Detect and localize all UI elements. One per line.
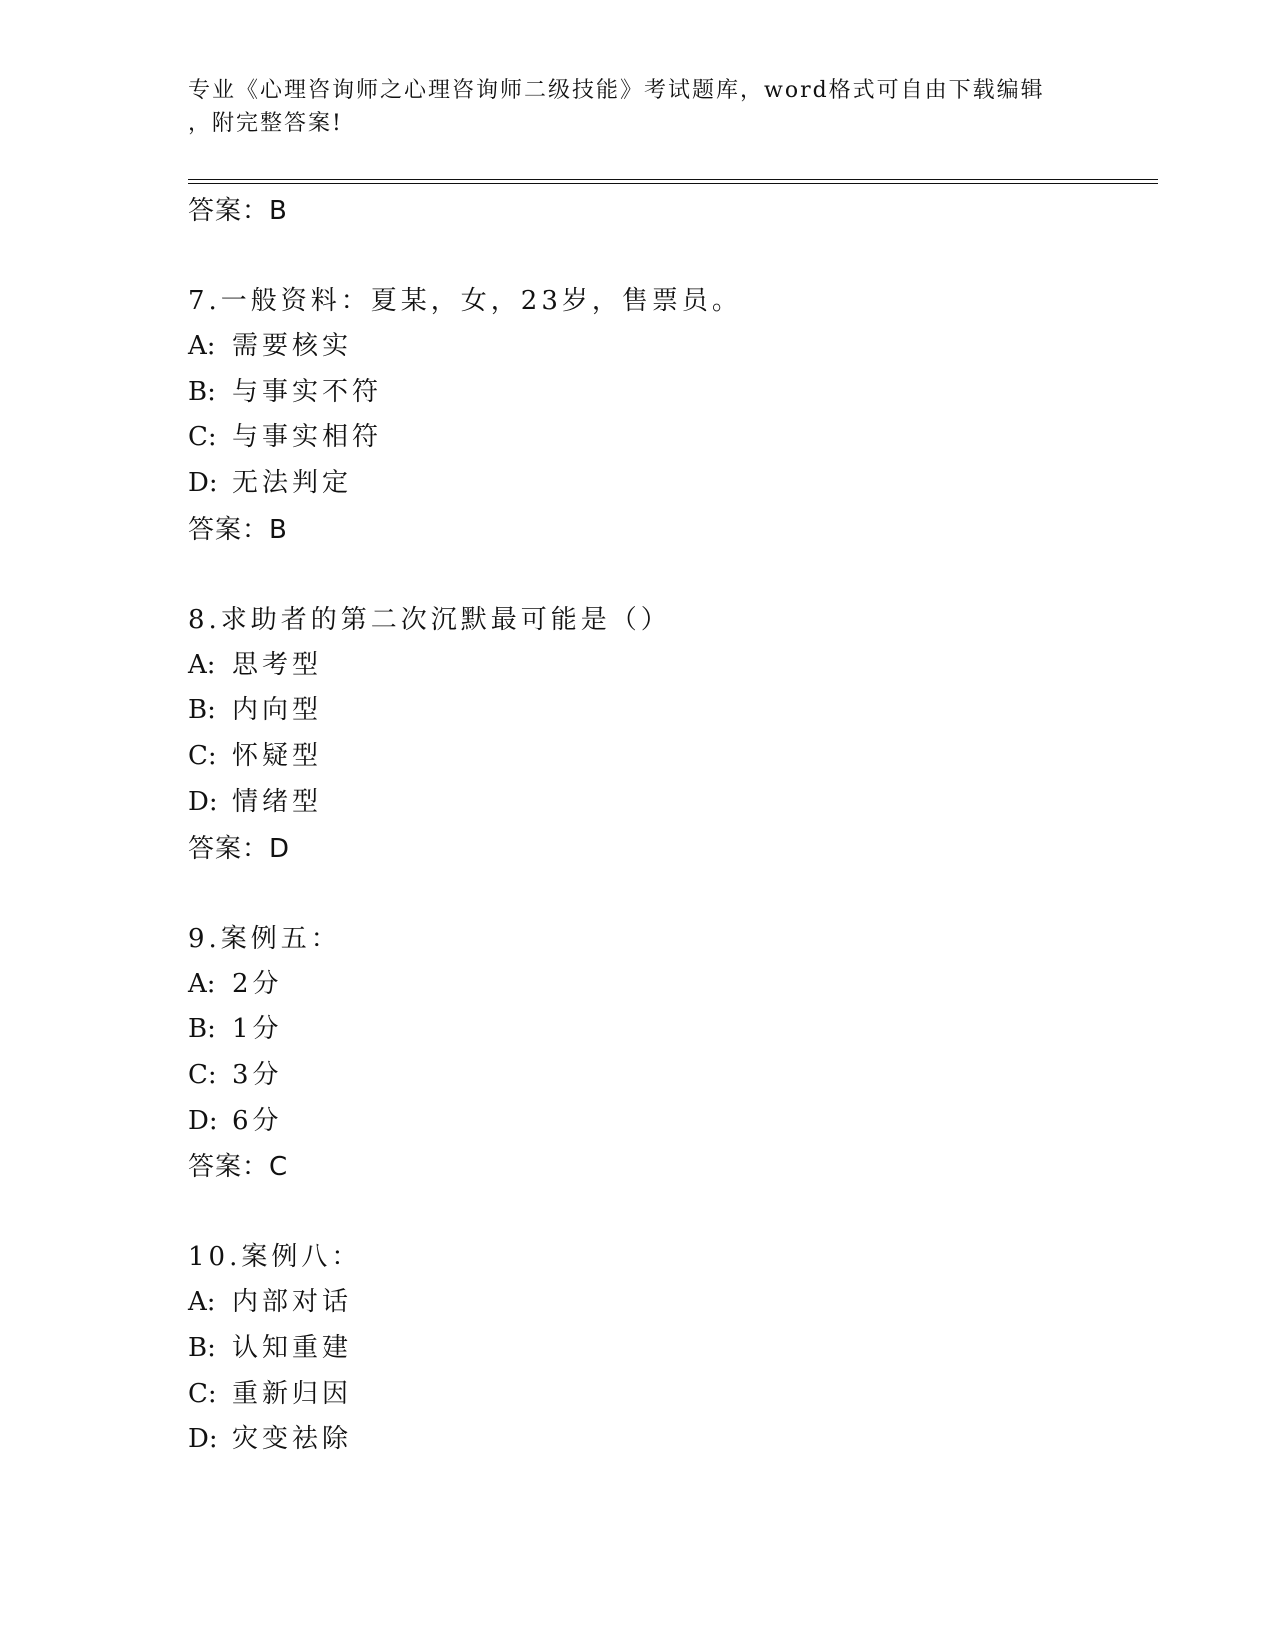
answer-line: 答案：B — [188, 514, 288, 545]
option-letter: D: — [188, 468, 218, 499]
document-header — [188, 74, 1068, 140]
option-text: 灾变祛除 — [232, 1424, 353, 1455]
option-c — [188, 415, 1148, 461]
option-c — [188, 1053, 1148, 1099]
header-line-1: 专业《心理咨询师之心理咨询师二级技能》考试题库，word格式可自由下载编辑 — [188, 78, 1045, 103]
option-letter: A: — [188, 649, 216, 680]
option-text: 1分 — [232, 1014, 283, 1045]
option-text: 2分 — [232, 968, 283, 999]
option-text: 认知重建 — [232, 1332, 353, 1363]
option-b — [188, 1326, 1148, 1372]
answer-line: 答案：B — [188, 196, 288, 226]
option-text: 与事实相符 — [232, 422, 383, 453]
option-text: 怀疑型 — [232, 741, 323, 772]
option-d — [188, 780, 1148, 826]
option-letter: D: — [188, 1105, 218, 1136]
option-text: 重新归因 — [232, 1378, 353, 1409]
option-letter: B: — [188, 376, 216, 407]
option-text: 6分 — [232, 1105, 283, 1136]
answer-line: 答案：D — [188, 833, 291, 864]
option-b — [188, 688, 1148, 734]
option-letter: C: — [188, 1378, 217, 1409]
option-letter: B: — [188, 1332, 216, 1363]
option-a — [188, 643, 1148, 689]
option-text: 情绪型 — [232, 786, 323, 817]
option-letter: A: — [188, 331, 216, 361]
question-stem: 7.一般资料：夏某，女，23岁，售票员。 — [188, 286, 742, 316]
header-rule-top — [188, 179, 1158, 180]
option-letter: C: — [188, 1059, 217, 1090]
option-a — [188, 1280, 1148, 1326]
option-letter: C: — [188, 741, 217, 772]
option-d — [188, 1099, 1148, 1145]
option-b — [188, 1007, 1148, 1053]
header-line-2: ，附完整答案! — [188, 111, 343, 136]
option-letter: D: — [188, 1424, 218, 1455]
option-letter: A: — [188, 968, 216, 999]
option-text: 内向型 — [232, 695, 323, 726]
option-letter: B: — [188, 695, 216, 726]
question-stem: 9.案例五： — [188, 923, 341, 954]
question-list — [188, 188, 1148, 1463]
question-stem: 10.案例八： — [188, 1242, 362, 1273]
option-text: 与事实不符 — [232, 376, 383, 407]
option-letter: D: — [188, 786, 218, 817]
option-d — [188, 1417, 1148, 1463]
question-stem: 8.求助者的第二次沉默最可能是（） — [188, 604, 671, 635]
option-text: 思考型 — [232, 649, 323, 680]
option-text: 内部对话 — [232, 1287, 353, 1318]
option-c — [188, 734, 1148, 780]
option-a — [188, 324, 1148, 370]
header-rule-bottom — [188, 183, 1158, 184]
option-a — [188, 962, 1148, 1008]
option-text: 无法判定 — [232, 468, 353, 499]
option-text: 3分 — [232, 1059, 283, 1090]
option-text: 需要核实 — [232, 331, 353, 361]
option-letter: B: — [188, 1014, 216, 1045]
option-c — [188, 1372, 1148, 1418]
answer-line: 答案：C — [188, 1152, 289, 1183]
option-letter: A: — [188, 1287, 216, 1318]
option-d — [188, 461, 1148, 507]
option-b — [188, 370, 1148, 416]
option-letter: C: — [188, 422, 217, 453]
